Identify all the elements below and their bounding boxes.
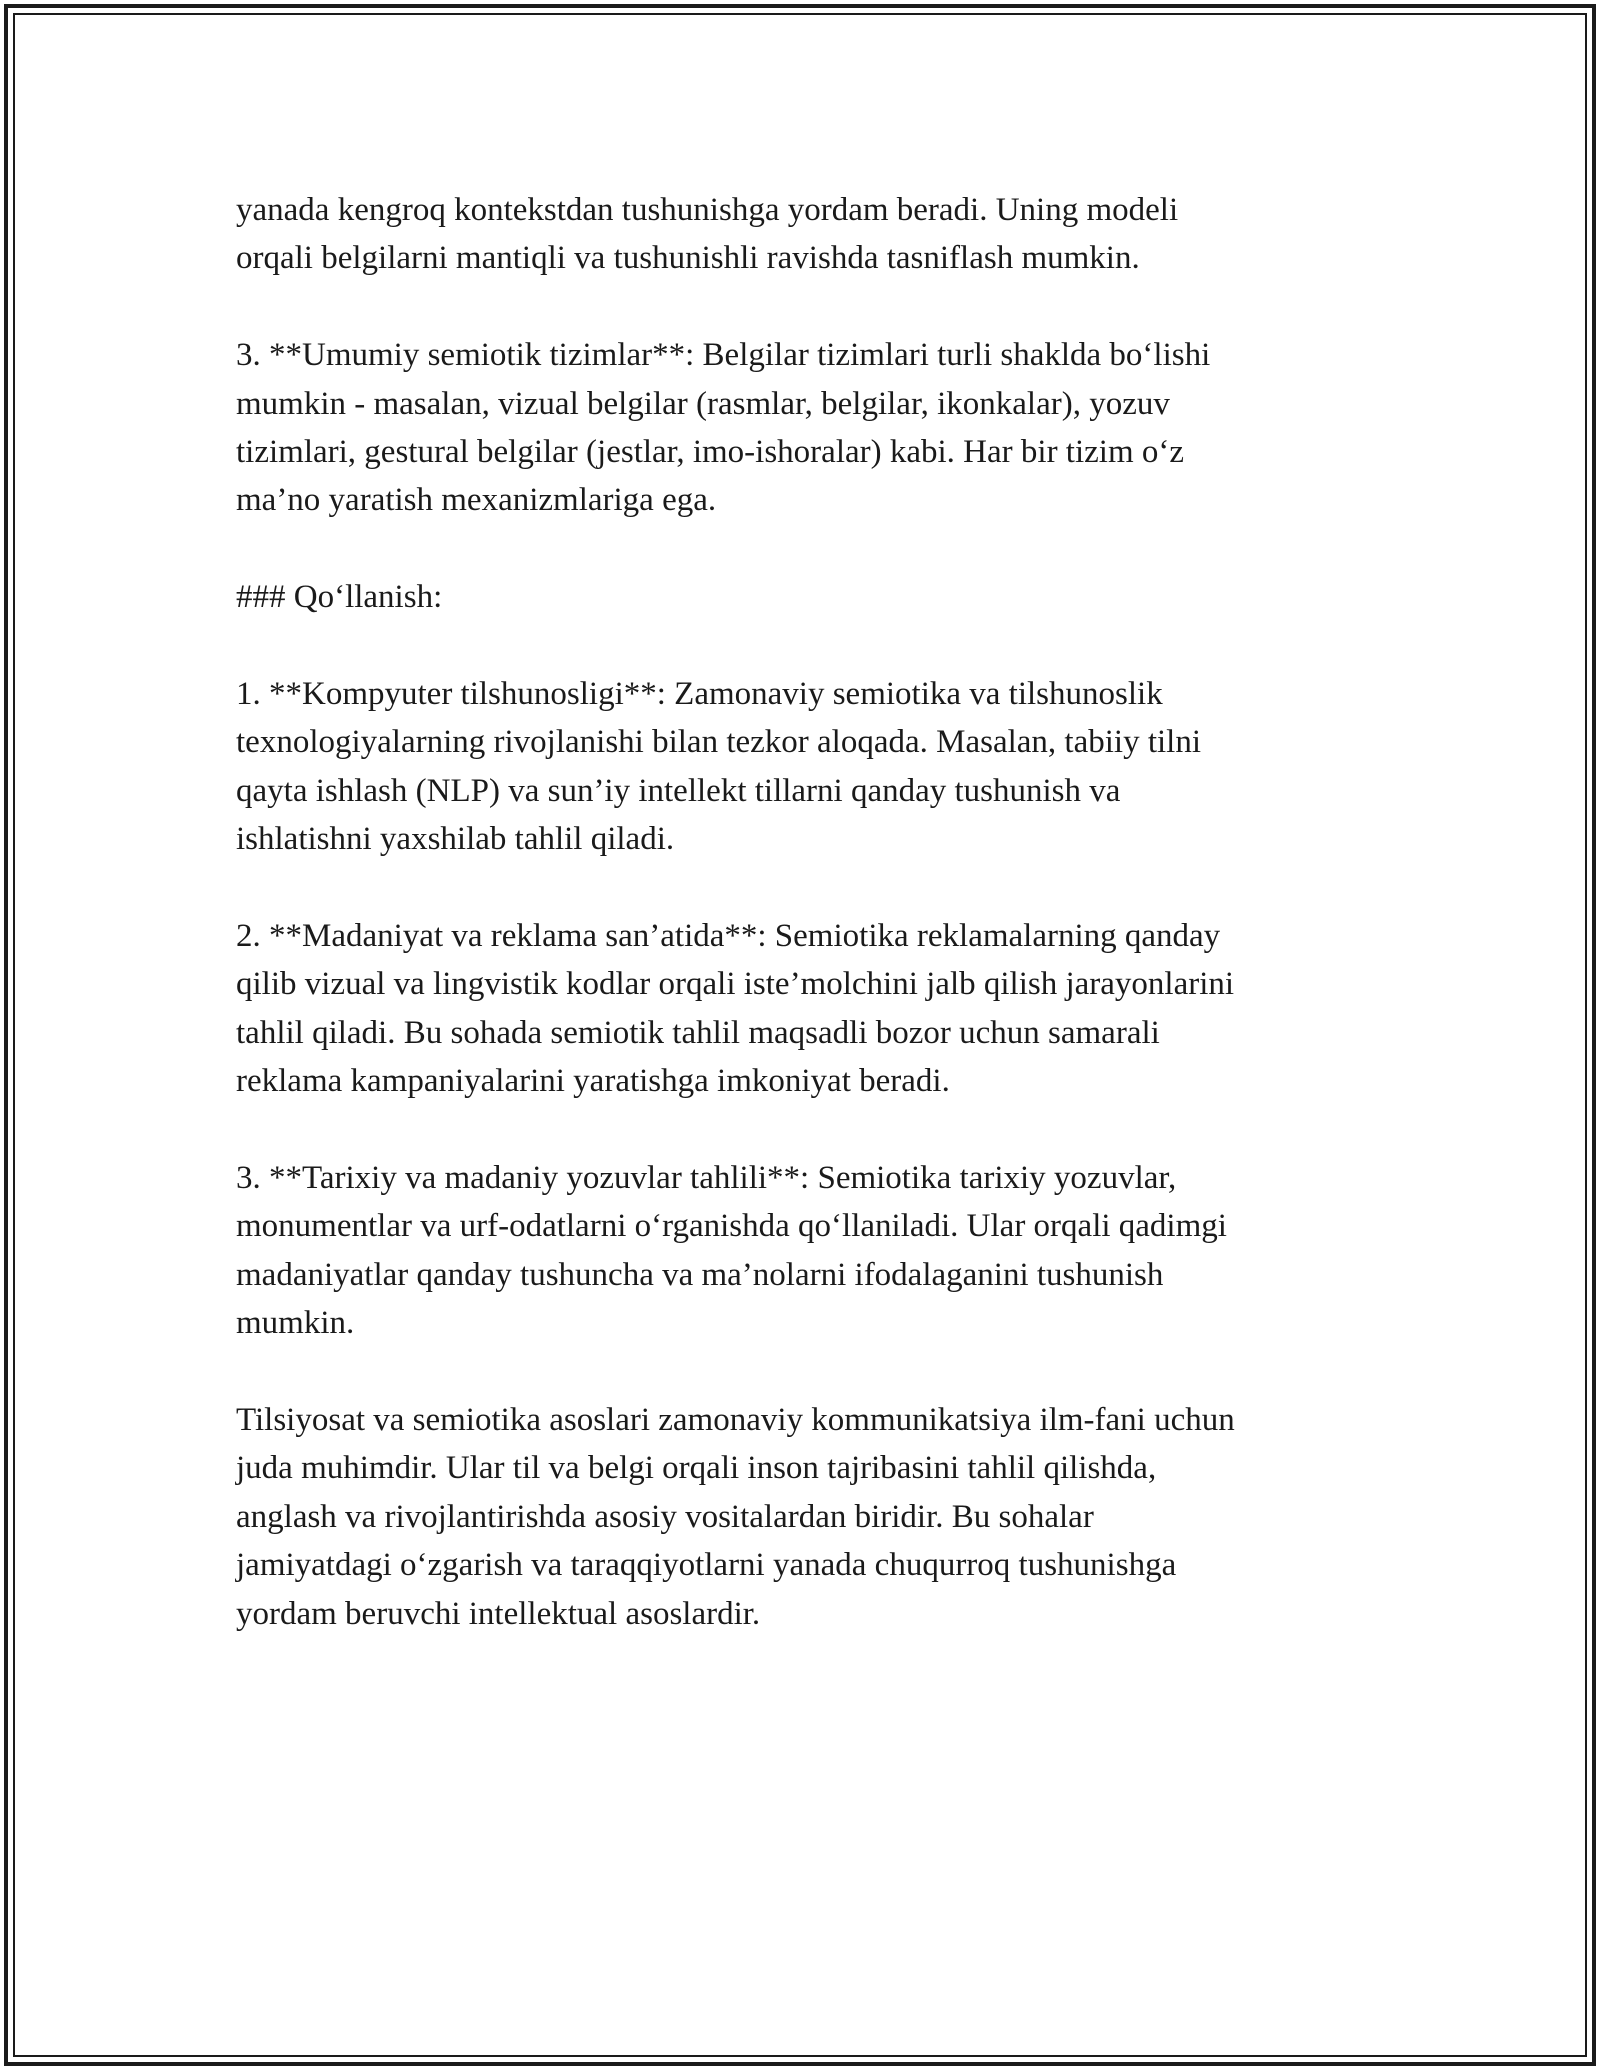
document-body (236, 186, 1366, 1638)
paragraph-conclusion: Tilsiyosat va semiotika asoslari zamonaviy kommunikatsiya ilm-fani uchun juda muhimdir. Ular til va belgi orqali inson tajribasini tahlil qilishda, anglash va rivojlantirishda asosiy vositalardan biridir. Bu sohalar jamiyatdagi o‘zgarish va taraqqiyotlarni yanada chuqurroq tushunishga yordam beruvchi intellektual asoslardir. (236, 1402, 1235, 1632)
list-item-madaniyat-va-reklama: 2. **Madaniyat va reklama san’atida**: Semiotika reklamalarning qanday qilib vizual va lingvistik kodlar orqali iste’molchini jalb qilish jarayonlarini tahlil qiladi. Bu sohada semiotik tahlil maqsadli bozor uchun samarali reklama kampaniyalarini yaratishga imkoniyat beradi. (236, 918, 1235, 1100)
list-item-kompyuter-tilshunosligi: 1. **Kompyuter tilshunosligi**: Zamonaviy semiotika va tilshunoslik texnologiyalarning rivojlanishi bilan tezkor aloqada. Masalan, tabiiy tilni qayta ishlash (NLP) va sun’iy intellekt tillarni qanday tushunish va ishlatishni yaxshilab tahlil qiladi. (236, 676, 1202, 858)
section-heading-qollanish: ### Qo‘llanish: (236, 579, 443, 616)
list-item-tarixiy-yozuvlar: 3. **Tarixiy va madaniy yozuvlar tahlili**: Semiotika tarixiy yozuvlar, monumentlar va urf-odatlarni o‘rganishda qo‘llaniladi. Ular orqali qadimgi madaniyatlar qanday tushuncha va ma’nolarni ifodalaganini tushunish mumkin. (236, 1160, 1227, 1342)
list-item-umumiy-semiotik-tizimlar: 3. **Umumiy semiotik tizimlar**: Belgilar tizimlari turli shaklda bo‘lishi mumkin - masalan, vizual belgilar (rasmlar, belgilar, ikonkalar), yozuv tizimlari, gestural belgilar (jestlar, imo-ishoralar) kabi. Har bir tizim o‘z ma’no yaratish mexanizmlariga ega. (236, 337, 1211, 519)
paragraph-intro-continuation: yanada kengroq kontekstdan tushunishga yordam beradi. Uning modeli orqali belgilarni mantiqli va tushunishli ravishda tasniflash mumkin. (236, 192, 1179, 277)
